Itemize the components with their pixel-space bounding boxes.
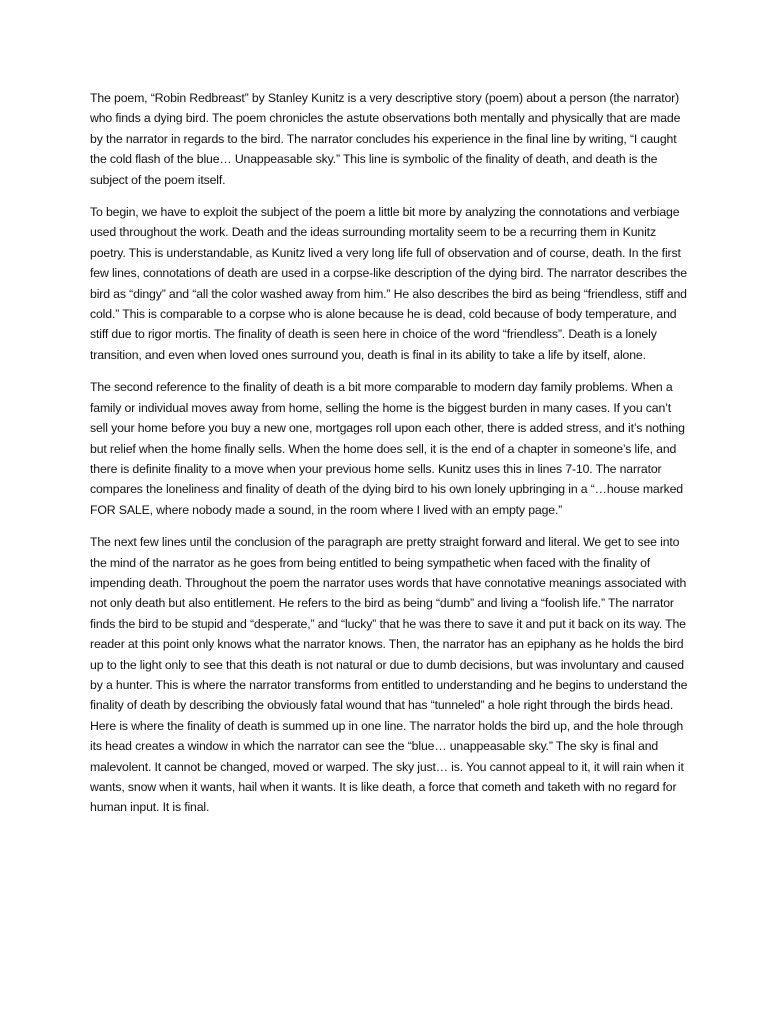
paragraph-connotations: To begin, we have to exploit the subject of the poem a little bit more by analyzing the connotations and verbiage used throughout the work. Death and the ideas surrounding mortality seem to be a recurring them in Kunitz poetry. This is understandable, as Kunitz lived a very long life full of observation and of course, death. In the first few lines, connotations of death are used in a corpse-like description of the dying bird. The narrator describes the bird as “dingy” and “all the color washed away from him.” He also describes the bird as being “friendless, stiff and cold.” This is comparable to a corpse who is alone because he is dead, cold because of body temperature, and stiff due to rigor mortis. The finality of death is seen here in choice of the word “friendless”. Death is a lonely transition, and even when loved ones surround you, death is final in its ability to take a life by itself, alone. xyxy=(90,205,687,362)
paragraph-second-reference: The second reference to the finality of death is a bit more comparable to modern day family problems. When a family or individual moves away from home, selling the home is the biggest burden in many cases. If you can’t sell your home before you buy a new one, mortgages roll upon each other, there is added stress, and it’s nothing but relief when the home finally sells. When the home does sell, it is the end of a chapter in someone’s life, and there is definite finality to a move when your previous home sells. Kunitz uses this in lines 7-10. The narrator compares the loneliness and finality of death of the dying bird to his own lonely upbringing in a “…house marked FOR SALE, where nobody made a sound, in the room where I lived with an empty page.” xyxy=(90,380,685,517)
document-page xyxy=(90,88,692,830)
paragraph-conclusion: The next few lines until the conclusion of the paragraph are pretty straight forward and literal. We get to see into the mind of the narrator as he goes from being entitled to being sympathetic when faced with the finality of impending death. Throughout the poem the narrator uses words that have connotative meanings associated with not only death but also entitlement. He refers to the bird as being “dumb” and living a “foolish life.” The narrator finds the bird to be stupid and “desperate,” and “lucky” that he was there to save it and put it back on its way. The reader at this point only knows what the narrator knows. Then, the narrator has an epiphany as he holds the bird up to the light only to see that this death is not natural or due to dumb decisions, but was involuntary and caused by a hunter. This is where the narrator transforms from entitled to understanding and he begins to understand the finality of death by describing the obviously fatal wound that has “tunneled” a hole right through the birds head. Here is where the finality of death is summed up in one line. The narrator holds the bird up, and the hole through its head creates a window in which the narrator can see the “blue… unappeasable sky.” The sky is final and malevolent. It cannot be changed, moved or warped. The sky just… is. You cannot appeal to it, it will rain when it wants, snow when it wants, hail when it wants. It is like death, a force that cometh and taketh with no regard for human input. It is final. xyxy=(90,535,688,815)
paragraph-intro: The poem, “Robin Redbreast” by Stanley Kunitz is a very descriptive story (poem) about a person (the narrator) who finds a dying bird. The poem chronicles the astute observations both mentally and physically that are made by the narrator in regards to the bird. The narrator concludes his experience in the final line by writing, “I caught the cold flash of the blue… Unappeasable sky.” This line is symbolic of the finality of death, and death is the subject of the poem itself. xyxy=(90,91,681,187)
